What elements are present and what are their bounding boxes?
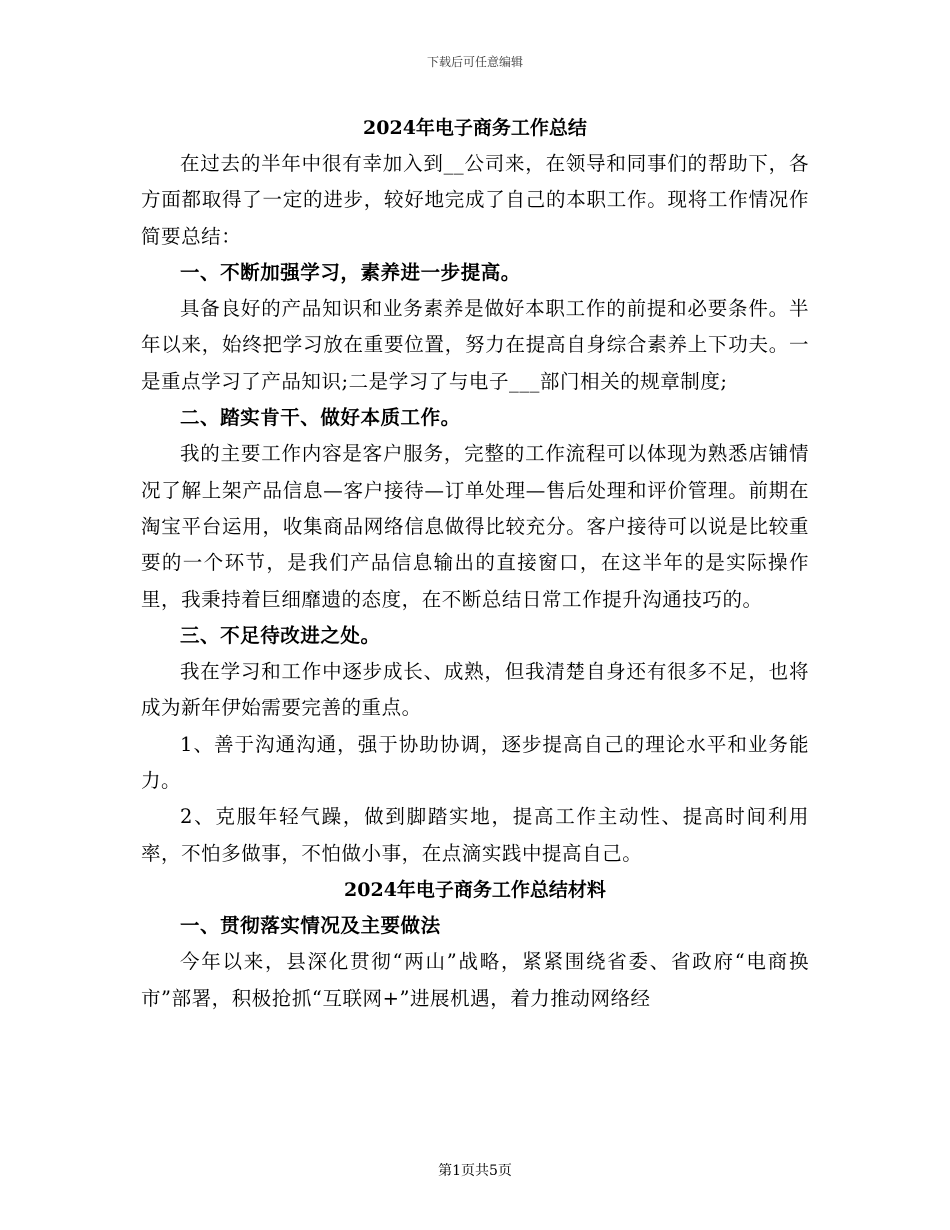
section-paragraph-4: 今年以来，县深化贯彻“两山”战略，紧紧围绕省委、省政府“电商换市”部署，积极抢抓“互联网+”进展机遇，着力推动网络经 xyxy=(141,950,809,1010)
section-heading-2: 二、踏实肯干、做好本质工作。 xyxy=(180,406,461,430)
document-title-2: 2024年电子商务工作总结材料 xyxy=(344,878,606,901)
section-paragraph-3: 我在学习和工作中逐步成长、成熟，但我清楚自身还有很多不足，也将成为新年伊始需要完善的重点。 xyxy=(141,660,809,720)
section-heading-3: 三、不足待改进之处。 xyxy=(180,623,381,647)
list-item-2: 2、克服年轻气躁，做到脚踏实地，提高工作主动性、提高时间利用率，不怕多做事，不怕做小事，在点滴实践中提高自己。 xyxy=(141,805,809,865)
header-note: 下载后可任意编辑 xyxy=(426,55,523,69)
section-paragraph-1: 具备良好的产品知识和业务素养是做好本职工作的前提和必要条件。半年以来，始终把学习放在重要位置，努力在提高自身综合素养上下功夫。一是重点学习了产品知识;二是学习了与电子___部门相关的规章制度; xyxy=(141,297,809,393)
section-heading-4: 一、贯彻落实情况及主要做法 xyxy=(180,913,441,937)
section-heading-1: 一、不断加强学习，素养进一步提高。 xyxy=(180,260,521,284)
page-footer: 第1页共5页 xyxy=(438,1163,512,1179)
document-title: 2024年电子商务工作总结 xyxy=(363,117,587,139)
intro-paragraph: 在过去的半年中很有幸加入到__公司来，在领导和同事们的帮助下，各方面都取得了一定的进步，较好地完成了自己的本职工作。现将工作情况作简要总结： xyxy=(141,152,809,248)
document-body xyxy=(141,110,809,1017)
list-item-1: 1、善于沟通沟通，强于协助协调，逐步提高自己的理论水平和业务能力。 xyxy=(141,732,809,793)
section-paragraph-2: 我的主要工作内容是客户服务，完整的工作流程可以体现为熟悉店铺情况了解上架产品信息—客户接待—订单处理—售后处理和评价管理。前期在淘宝平台运用，收集商品网络信息做得比较充分。客户接待可以说是比较重要的一个环节，是我们产品信息输出的直接窗口，在这半年的是实际操作里，我秉持着巨细靡遗的态度，在不断总结日常工作提升沟通技巧的。 xyxy=(141,442,809,611)
